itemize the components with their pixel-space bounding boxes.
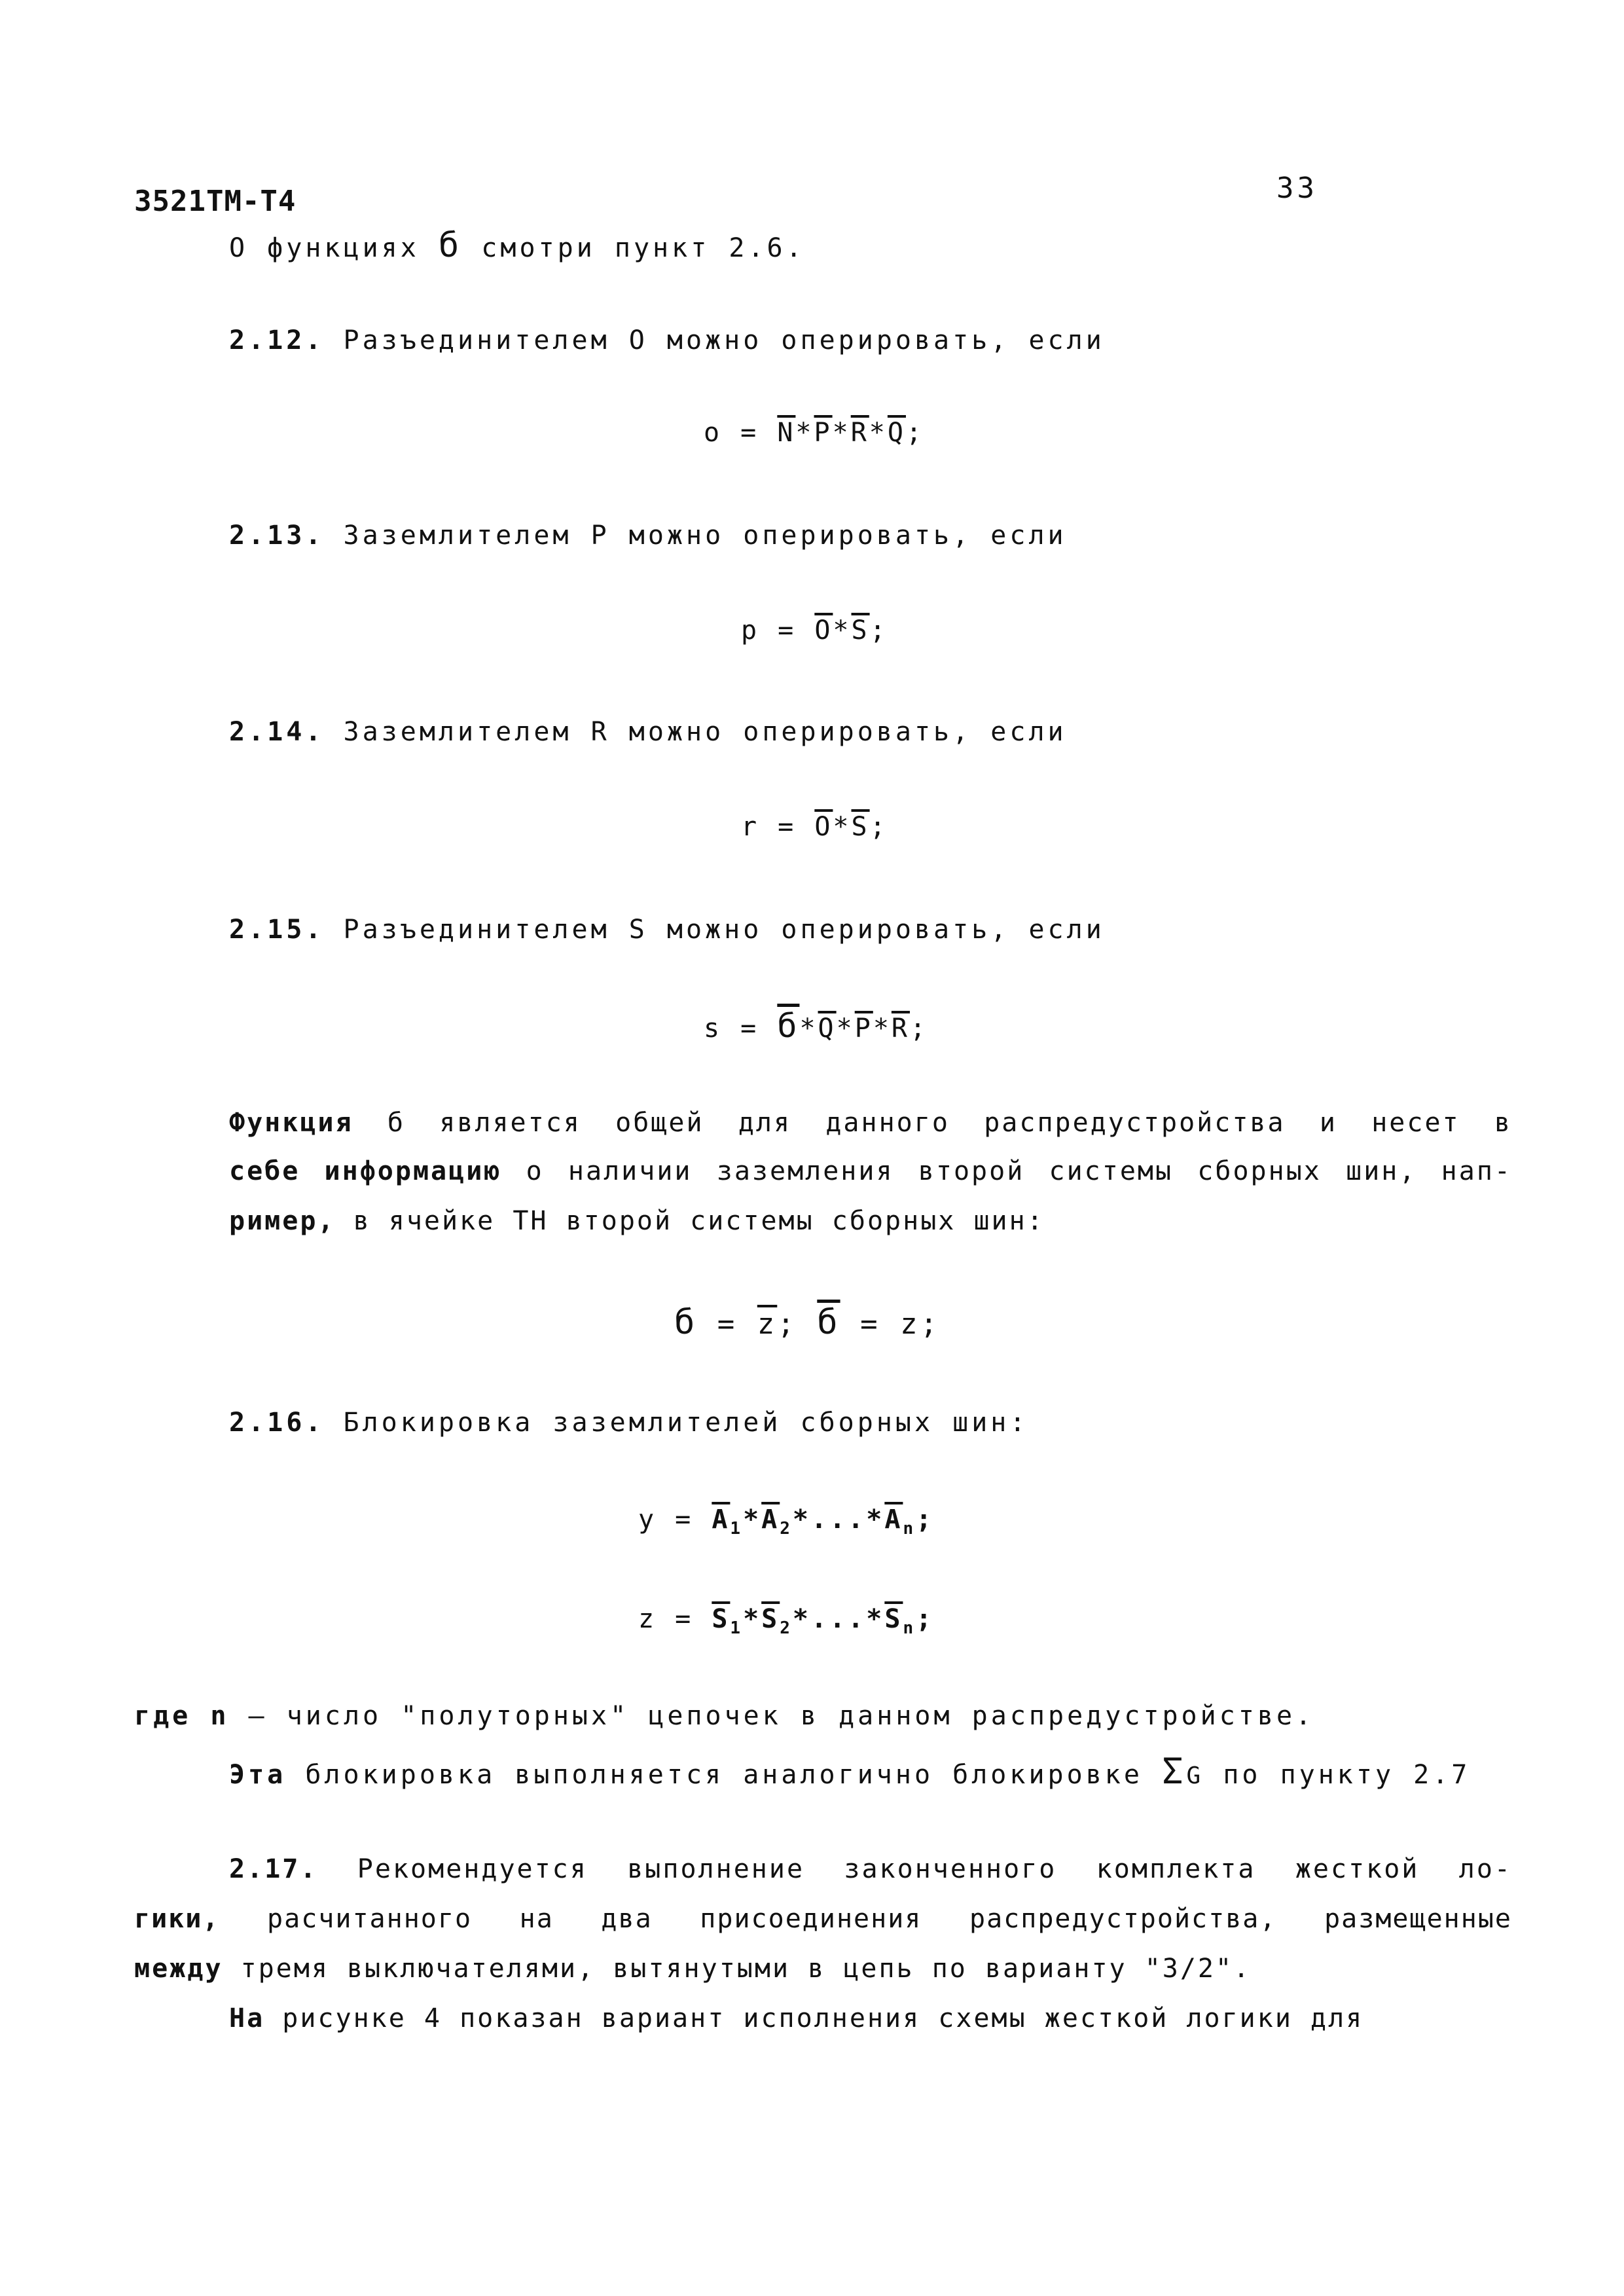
function-paragraph-line-2: себе информацию о наличии заземления второй системы сборных шин, нап-	[229, 1156, 1513, 1186]
formula-b: $б = \overline{z}$; б = z;	[674, 1303, 941, 1342]
section-2-14: 2.14. Заземлителем R можно оперировать, если	[229, 717, 1067, 747]
formula-p: $p = \overline{O}*\overline{S}$;	[741, 615, 888, 646]
section-2-17-line-1: 2.17. Рекомендуется выполнение законченного комплекта жесткой ло-	[229, 1854, 1512, 1884]
document-code: 3521ТМ-Т4	[134, 185, 297, 218]
section-2-12: 2.12. Разъединителем О можно оперировать, если	[229, 325, 1105, 355]
page-number: 33	[1276, 172, 1318, 205]
where-note-line-1: где n – число "полуторных" цепочек в данном распредустройстве.	[134, 1701, 1315, 1731]
section-2-15: 2.15. Разъединителем S можно оперировать, если	[229, 915, 1105, 945]
formula-y: $y = \overline{A}_1*\overline{A}_2*...*\overline{A}_n$;	[638, 1504, 935, 1539]
formula-o: $о = \overline{N}*\overline{P}*\overline{R}*\overline{Q}$;	[704, 418, 925, 448]
where-note-line-2: Эта блокировка выполняется аналогично блокировке ΣG по пункту 2.7	[229, 1751, 1471, 1792]
function-paragraph-line-1: Функция б является общей для данного распредустройства и несет в	[229, 1108, 1512, 1138]
section-2-13: 2.13. Заземлителем Р можно оперировать, если	[229, 520, 1067, 551]
function-paragraph-line-3: ример, в ячейке ТН второй системы сборных шин:	[229, 1206, 1045, 1236]
formula-r: $r = \overline{O}*\overline{S}$;	[741, 812, 888, 842]
formula-z: $z = \overline{S}_1*\overline{S}_2*...*\overline{S}_n$;	[638, 1604, 935, 1638]
section-2-17-line-4: На рисунке 4 показан вариант исполнения схемы жесткой логики для	[229, 2003, 1364, 2033]
intro-line: О функциях б смотри пункт 2.6.	[229, 226, 805, 265]
section-2-16: 2.16. Блокировка заземлителей сборных шин:	[229, 1408, 1029, 1438]
formula-s: $s = б*\overline{Q}*\overline{P}*\overline{R}$;	[704, 1007, 929, 1045]
section-2-17-line-2: гики, расчитанного на два присоединения распредустройства, размещенные	[134, 1904, 1512, 1934]
section-2-17-line-3: между тремя выключателями, вытянутыми в цепь по варианту "3/2".	[134, 1954, 1252, 1984]
